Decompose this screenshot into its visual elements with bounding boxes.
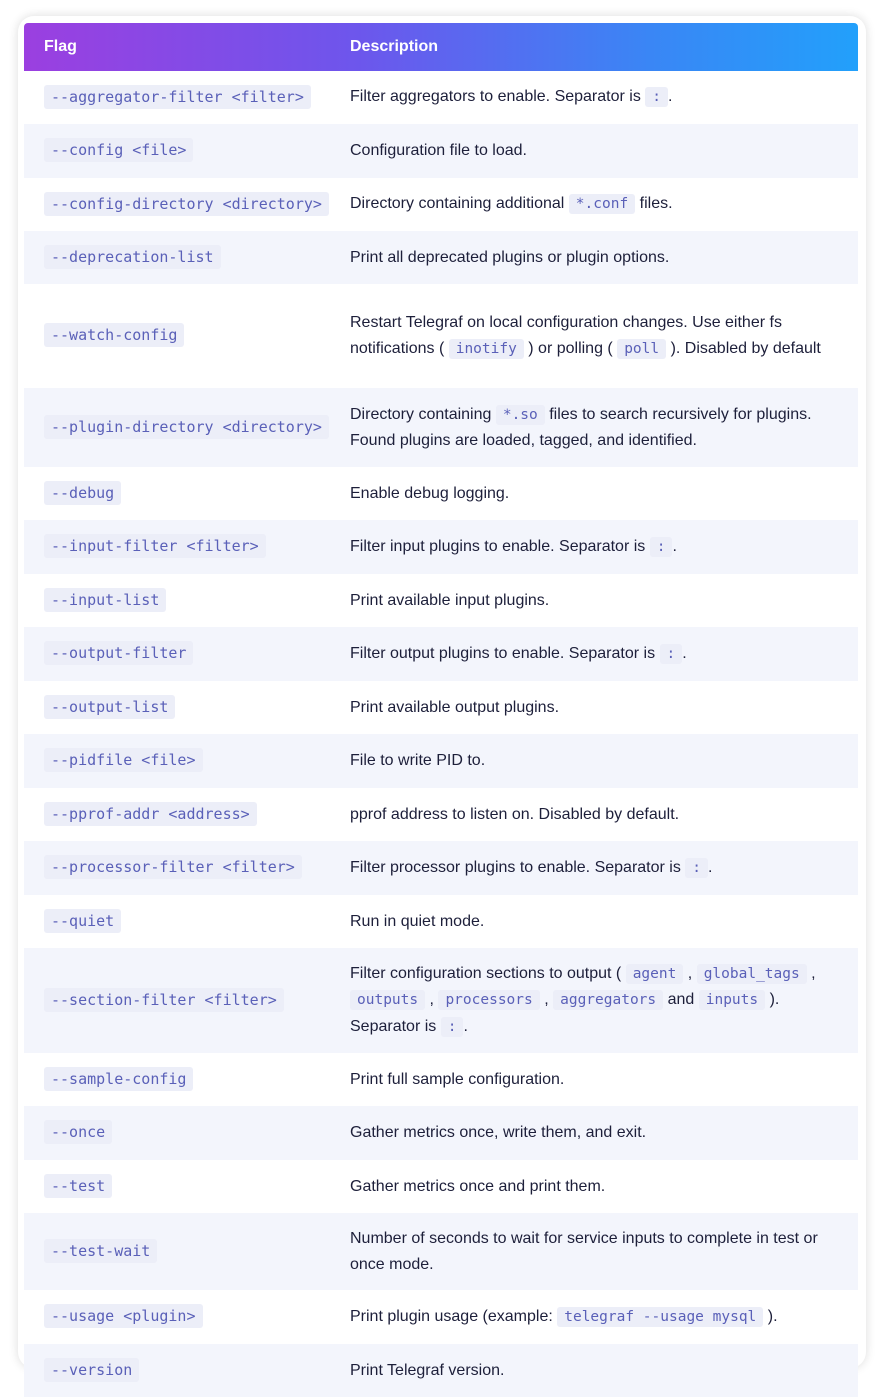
description-cell — [350, 909, 858, 935]
description-text: , — [539, 991, 554, 1009]
description-cell — [350, 855, 858, 882]
description-text: Directory containing — [350, 405, 496, 423]
description-text: . — [708, 858, 713, 876]
flag-code: --input-list — [44, 588, 166, 612]
description-text: Directory containing additional — [350, 195, 569, 213]
description-cell — [350, 84, 858, 111]
description-text: Print available input plugins. — [350, 591, 550, 609]
table-row — [24, 734, 858, 788]
flag-code: --deprecation-list — [44, 245, 221, 269]
inline-code: agent — [626, 964, 684, 984]
description-text: Print Telegraf version. — [350, 1361, 505, 1379]
description-cell — [350, 245, 858, 271]
flag-code: --debug — [44, 481, 121, 505]
inline-code: telegraf --usage mysql — [557, 1307, 763, 1327]
inline-code: : — [645, 87, 668, 107]
description-cell — [350, 1358, 858, 1384]
description-text: ). Disabled by default — [666, 339, 821, 357]
description-text: ) or polling ( — [523, 339, 618, 357]
table-row — [24, 681, 858, 734]
flag-code: --test-wait — [44, 1239, 157, 1263]
description-text: . — [682, 644, 687, 662]
flag-cell — [24, 909, 350, 935]
flag-code: --output-list — [44, 695, 175, 719]
description-cell — [350, 1067, 858, 1093]
flag-code: --sample-config — [44, 1067, 193, 1091]
inline-code: : — [650, 537, 673, 557]
flag-cell — [24, 481, 350, 507]
description-text: Print available output plugins. — [350, 698, 560, 716]
flag-cell — [24, 641, 350, 667]
table-row — [24, 1213, 858, 1290]
flag-code: --once — [44, 1120, 112, 1144]
table-header — [24, 23, 858, 71]
inline-code: aggregators — [553, 990, 663, 1010]
table-row — [24, 1053, 858, 1106]
flag-cell — [24, 855, 350, 881]
inline-code: : — [660, 644, 683, 664]
description-cell — [350, 1226, 858, 1277]
description-cell — [350, 695, 858, 721]
table-row — [24, 231, 858, 284]
inline-code: poll — [617, 339, 666, 359]
flag-code: --version — [44, 1358, 139, 1382]
flag-code: --pprof-addr <address> — [44, 802, 257, 826]
description-cell — [350, 802, 858, 828]
flag-code: --input-filter <filter> — [44, 534, 266, 558]
description-text: Filter aggregators to enable. Separator is — [350, 88, 646, 106]
description-text: Filter processor plugins to enable. Separator is — [350, 858, 686, 876]
inline-code: *.so — [496, 405, 545, 425]
description-cell — [350, 310, 858, 362]
table-row — [24, 574, 858, 627]
description-cell — [350, 1174, 858, 1200]
description-cell — [350, 961, 858, 1041]
description-cell — [350, 1304, 858, 1331]
inline-code: *.conf — [569, 194, 635, 214]
description-text: Enable debug logging. — [350, 484, 510, 502]
flag-cell — [24, 138, 350, 164]
table-card — [18, 16, 866, 1379]
flag-cell — [24, 1358, 350, 1384]
description-text: , — [806, 964, 816, 982]
description-text: Number of seconds to wait for service inputs to complete in test or once mode. — [350, 1230, 818, 1273]
flag-code: --usage <plugin> — [44, 1304, 203, 1328]
description-text: pprof address to listen on. Disabled by default. — [350, 805, 680, 823]
description-text: . — [668, 88, 673, 106]
description-cell — [350, 1120, 858, 1146]
inline-code: processors — [438, 990, 539, 1010]
description-cell — [350, 191, 858, 218]
flag-cell — [24, 1304, 350, 1330]
inline-code: inputs — [699, 990, 765, 1010]
flag-cell — [24, 1174, 350, 1200]
flag-cell — [24, 1120, 350, 1146]
description-text: , — [683, 964, 697, 982]
flag-code: --pidfile <file> — [44, 748, 203, 772]
description-text: . — [463, 1017, 468, 1035]
flags-table — [24, 23, 858, 1379]
description-cell — [350, 748, 858, 774]
description-text: Print full sample configuration. — [350, 1070, 565, 1088]
description-cell — [350, 534, 858, 561]
inline-code: : — [685, 858, 708, 878]
table-row — [24, 284, 858, 388]
table-row — [24, 178, 858, 231]
description-text: Filter configuration sections to output ( — [350, 964, 626, 982]
table-row — [24, 71, 858, 124]
flag-code: --aggregator-filter <filter> — [44, 85, 311, 109]
flag-cell — [24, 1067, 350, 1093]
table-row — [24, 1344, 858, 1397]
table-row — [24, 788, 858, 841]
table-row — [24, 1290, 858, 1344]
description-text: Configuration file to load. — [350, 142, 527, 160]
flag-cell — [24, 988, 350, 1014]
description-text: File to write PID to. — [350, 752, 486, 770]
table-row — [24, 627, 858, 681]
table-row — [24, 1160, 858, 1213]
table-row — [24, 948, 858, 1053]
header-description: Description — [350, 38, 439, 55]
description-text: files. — [635, 195, 673, 213]
table-row — [24, 124, 858, 178]
flag-code: --watch-config — [44, 323, 184, 347]
flag-cell — [24, 802, 350, 828]
flag-cell — [24, 748, 350, 774]
flag-cell — [24, 1239, 350, 1265]
flag-code: --processor-filter <filter> — [44, 855, 302, 879]
description-text: . — [672, 537, 677, 555]
header-flag: Flag — [44, 38, 77, 55]
description-text: files to search recursively for plugins. Found plugins are loaded, tagged, and identified. — [350, 405, 812, 449]
description-text: Run in quiet mode. — [350, 912, 485, 930]
description-cell — [350, 641, 858, 668]
description-text: Filter output plugins to enable. Separator is — [350, 644, 660, 662]
flag-code: --section-filter <filter> — [44, 988, 284, 1012]
description-text: Print plugin usage (example: — [350, 1307, 558, 1325]
inline-code: inotify — [449, 339, 524, 359]
description-text: Restart Telegraf on local configuration changes. Use either fs notifications ( — [350, 314, 782, 357]
flag-code: --config-directory <directory> — [44, 192, 329, 216]
flag-cell — [24, 415, 350, 441]
description-text: Filter input plugins to enable. Separator is — [350, 537, 650, 555]
flag-cell — [24, 323, 350, 349]
flag-cell — [24, 534, 350, 560]
description-text: , — [425, 991, 439, 1009]
flag-code: --config <file> — [44, 138, 193, 162]
description-text: ). — [763, 1307, 778, 1325]
description-cell — [350, 588, 858, 614]
description-text: ). Separator is — [350, 991, 780, 1035]
description-cell — [350, 481, 858, 507]
inline-code: : — [441, 1017, 464, 1037]
table-row — [24, 895, 858, 948]
description-text: Gather metrics once, write them, and exit. — [350, 1124, 647, 1142]
flag-cell — [24, 85, 350, 111]
description-text: Print all deprecated plugins or plugin options. — [350, 248, 670, 266]
flag-cell — [24, 192, 350, 218]
flag-cell — [24, 245, 350, 271]
table-row — [24, 1106, 858, 1160]
inline-code: outputs — [350, 990, 425, 1010]
flag-code: --output-filter — [44, 641, 193, 665]
table-body — [24, 71, 858, 1397]
flag-cell — [24, 588, 350, 614]
flag-code: --test — [44, 1174, 112, 1198]
table-row — [24, 841, 858, 895]
table-row — [24, 467, 858, 520]
description-text: and — [663, 991, 699, 1009]
description-cell — [350, 402, 858, 454]
table-row — [24, 520, 858, 574]
description-cell — [350, 138, 858, 164]
description-text: Gather metrics once and print them. — [350, 1177, 606, 1195]
table-row — [24, 388, 858, 467]
flag-code: --quiet — [44, 909, 121, 933]
inline-code: global_tags — [697, 964, 807, 984]
flag-code: --plugin-directory <directory> — [44, 415, 329, 439]
flag-cell — [24, 695, 350, 721]
